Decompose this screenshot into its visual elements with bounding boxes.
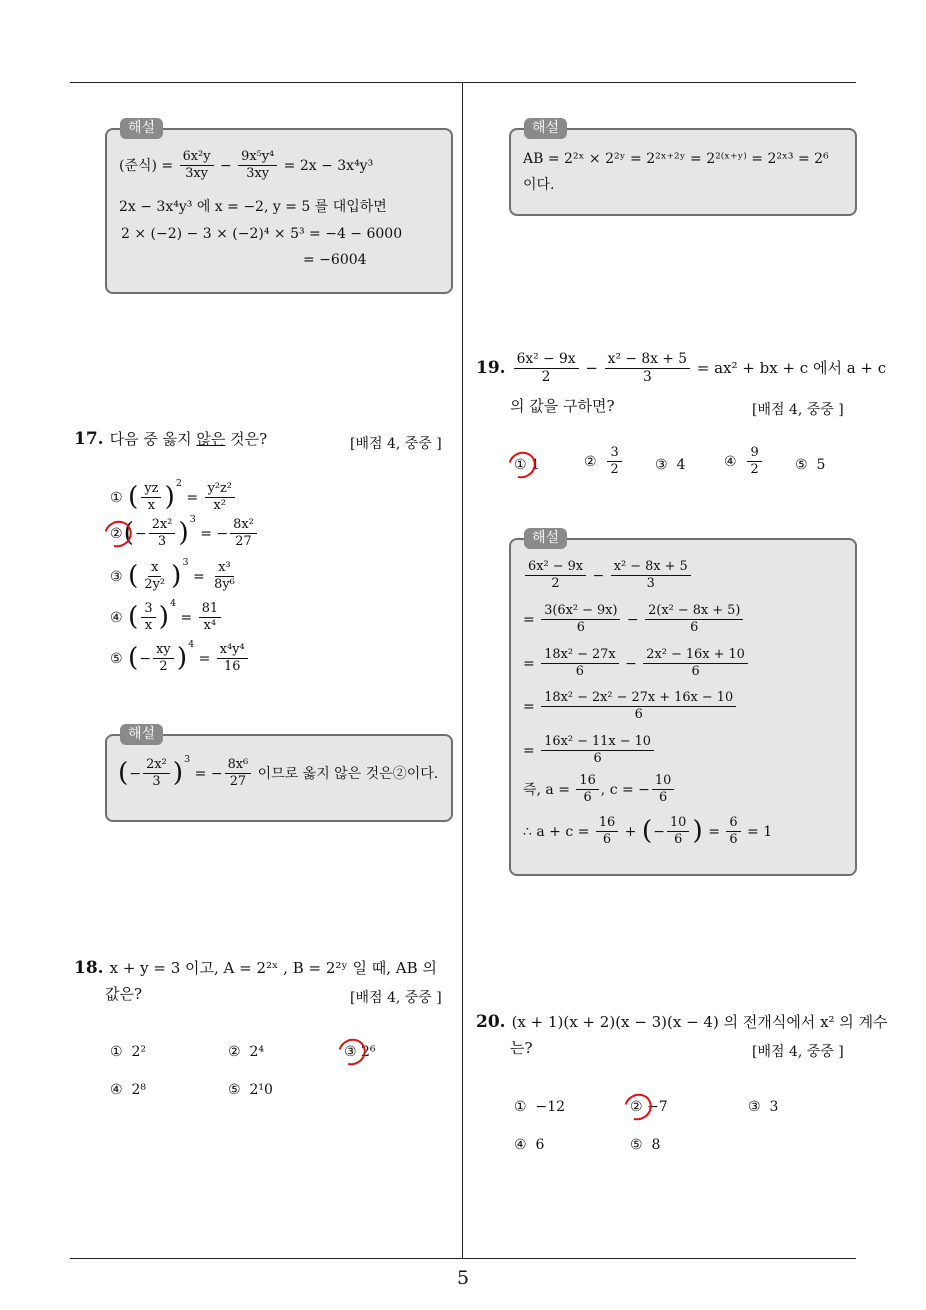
answer-mark: ③ <box>344 1044 357 1060</box>
q19-option-3[interactable]: ③ 4 <box>655 457 686 473</box>
q16-sol-line1: (준식) = $\frac{\text{6x²y}}{3xy}$ − $\frac{\text{9x⁵y⁴}}{3xy}$ = 2x − 3x⁴y³ <box>119 149 374 182</box>
q19-question-line2: 의 값을 구하면? <box>510 397 615 415</box>
q19-sol-step5: = $\frac{\text{16x² − 11x − 10}}{6}$ <box>523 735 656 766</box>
fraction: $\frac{\text{6x²y}}{3xy}$ <box>180 150 214 181</box>
q17-option-4[interactable]: ④ ( $\frac{3}{x}$ ) 4 = $\frac{81}{\text{x⁴}}$ <box>110 602 223 633</box>
page-number: 5 <box>456 1267 470 1289</box>
bottom-rule <box>70 1258 856 1259</box>
q18-points: [배점 4, 중중 ] <box>350 990 442 1006</box>
q18-option-1[interactable]: ① 2² <box>110 1044 146 1060</box>
q19-option-4[interactable]: ④ $\frac{9}{2}$ <box>724 446 764 477</box>
q18-sol-line2: 이다. <box>523 177 555 193</box>
q17-sol-line: ( − $\frac{\text{2x²}}{3}$ ) 3 = − $\frac{\text{8x⁶}}{27}$ 이므로 옳지 않은 것은②이다. <box>118 754 439 790</box>
q18-sol-line1: AB = 2²ˣ × 2²ʸ = 2²ˣ⁺²ʸ = 2²⁽ˣ⁺ʸ⁾ = 2²ˣ³ = 2⁶ <box>523 151 829 167</box>
q20-option-5[interactable]: ⑤ 8 <box>630 1137 661 1153</box>
red-circle-mark <box>333 1034 370 1071</box>
q20-option-4[interactable]: ④ 6 <box>514 1137 545 1153</box>
answer-mark: ② <box>110 526 123 542</box>
column-divider <box>462 82 463 1259</box>
red-circle-mark <box>503 447 540 484</box>
q19-sol-step6: 즉, a = $\frac{16}{6}$ , c = − $\frac{10}{6}$ <box>523 774 676 805</box>
q16-sol-line2: 2x − 3x⁴y³ 에 x = −2, y = 5 를 대입하면 <box>119 199 387 215</box>
q18-question: 18. x + y = 3 이고, A = 2²ˣ , B = 2²ʸ 일 때, AB 의 <box>74 958 437 978</box>
solution-tag: 해설 <box>120 724 163 745</box>
q20-option-1[interactable]: ① −12 <box>514 1099 566 1115</box>
q19-solution-box <box>509 538 857 876</box>
q17-option-3[interactable]: ③ ( $\frac{x}{\text{2y²}}$ ) 3 = $\frac{\text{x³}}{\text{8y⁶}}$ <box>110 557 235 593</box>
q18-solution-box <box>509 128 857 216</box>
q20-question-line2: 는? <box>510 1039 533 1057</box>
q17-option-2[interactable]: ② ( − $\frac{\text{2x²}}{3}$ ) 3 = − $\frac{\text{8x²}}{27}$ <box>110 518 259 549</box>
q18-option-5[interactable]: ⑤ 2¹0 <box>228 1082 273 1098</box>
q19-points: [배점 4, 중중 ] <box>752 402 844 418</box>
q18-option-4[interactable]: ④ 2⁸ <box>110 1082 146 1098</box>
q18-question-line2: 값은? <box>105 985 143 1003</box>
q20-question: 20. (x + 1)(x + 2)(x − 3)(x − 4) 의 전개식에서 x² 의 계수 <box>476 1012 888 1032</box>
q19-option-2[interactable]: ② $\frac{3}{2}$ <box>584 446 624 477</box>
solution-tag: 해설 <box>524 528 567 549</box>
q17-option-5[interactable]: ⑤ ( − $\frac{xy}{2}$ ) 4 = $\frac{\text{x⁴y⁴}}{16}$ <box>110 643 250 674</box>
q19-sol-step4: = $\frac{\text{18x² − 2x² − 27x + 16x − 10}}{6}$ <box>523 691 738 722</box>
q20-points: [배점 4, 중중 ] <box>752 1044 844 1060</box>
q16-sol-line3: 2 × (−2) − 3 × (−2)⁴ × 5³ = −4 − 6000 <box>121 226 403 242</box>
q17-solution-box <box>105 734 453 822</box>
q17-question: 17. 다음 중 옳지 않은 것은? <box>74 429 268 449</box>
q20-option-2[interactable]: ② −7 <box>630 1099 668 1115</box>
answer-mark: ① <box>514 457 527 473</box>
q19-sol-step1: $\frac{\text{6x² − 9x}}{2}$ − $\frac{\text{x² − 8x + 5}}{3}$ <box>523 560 693 591</box>
q17-option-1[interactable]: ① ( $\frac{yz}{x}$ ) 2 = $\frac{\text{y²z²}}{\text{x²}}$ <box>110 482 237 513</box>
red-circle-mark <box>619 1089 656 1126</box>
solution-tag: 해설 <box>524 118 567 139</box>
q16-solution-box <box>105 128 453 294</box>
q19-option-5[interactable]: ⑤ 5 <box>795 457 826 473</box>
fraction: $\frac{\text{9x⁵y⁴}}{3xy}$ <box>238 150 277 181</box>
q19-question: 19. $\frac{\text{6x² − 9x}}{2}$ − $\frac{\text{x² − 8x + 5}}{3}$ = ax² + bx + c 에서 a + c <box>476 351 887 386</box>
q19-sol-step2: = $\frac{\text{3(6x² − 9x)}}{6}$ − $\frac{\text{2(x² − 8x + 5)}}{6}$ <box>523 604 745 635</box>
answer-mark: ② <box>630 1099 643 1115</box>
q16-sol-line4: = −6004 <box>303 252 367 268</box>
solution-tag: 해설 <box>120 118 163 139</box>
q18-option-3[interactable]: ③ 2⁶ <box>344 1044 376 1060</box>
q19-sol-step3: = $\frac{\text{18x² − 27x}}{6}$ − $\frac{\text{2x² − 16x + 10}}{6}$ <box>523 648 750 679</box>
q19-option-1[interactable]: ① 1 <box>514 457 540 473</box>
q20-option-3[interactable]: ③ 3 <box>748 1099 779 1115</box>
top-rule <box>70 82 856 83</box>
q18-option-2[interactable]: ② 2⁴ <box>228 1044 264 1060</box>
q19-sol-step7: ∴ a + c = $\frac{16}{6}$ + ( − $\frac{10}{6}$ ) = $\frac{6}{6}$ = 1 <box>523 815 773 848</box>
q17-points: [배점 4, 중중 ] <box>350 436 442 452</box>
